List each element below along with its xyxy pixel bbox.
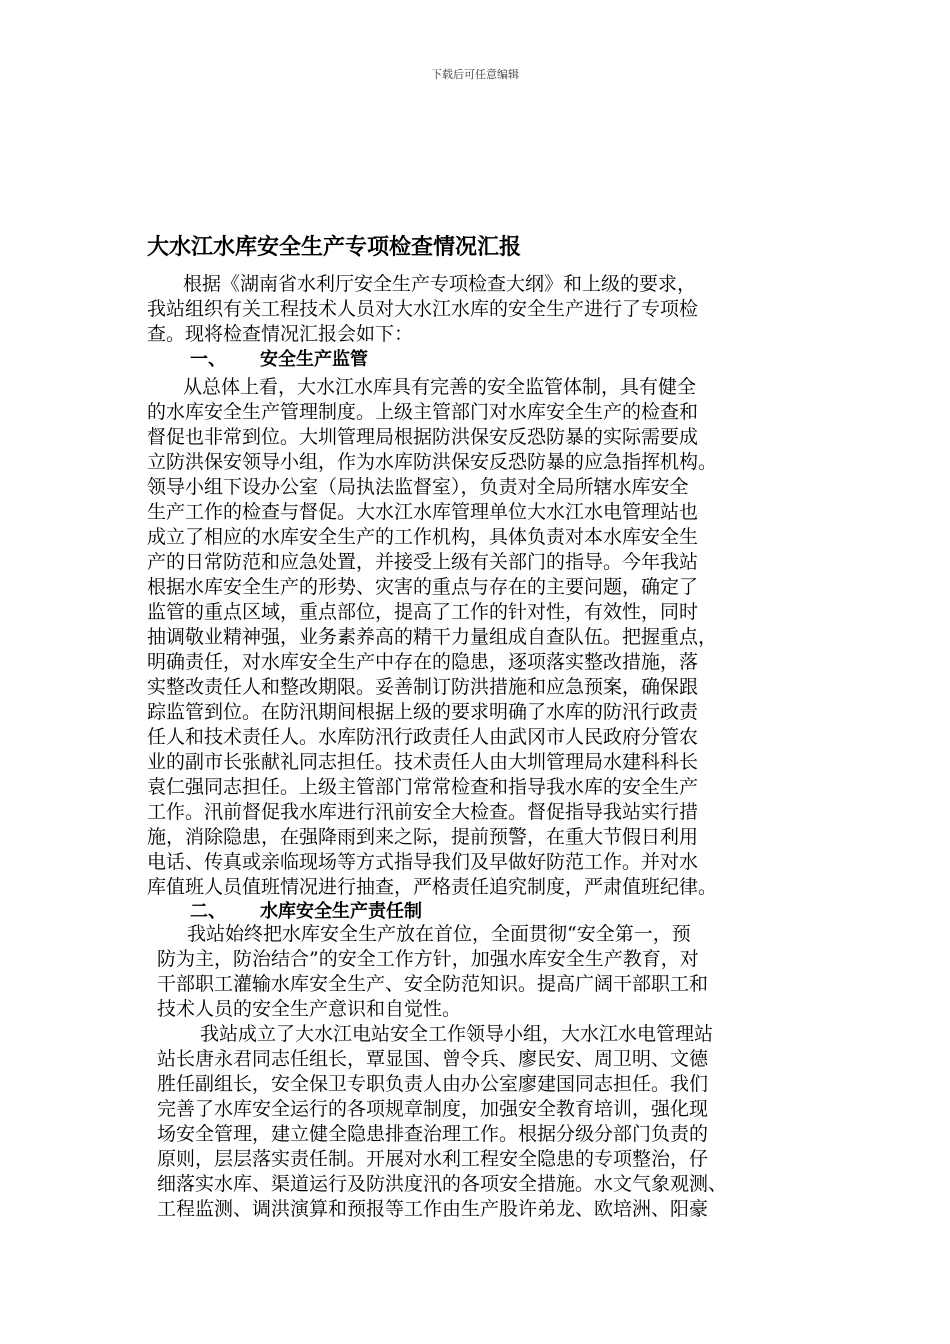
body-line: 监管的重点区域，重点部位，提高了工作的针对性，有效性，同时 [147,601,699,623]
body-line: 我站成立了大水江电站安全工作领导小组，大水江水电管理站 [200,1023,714,1045]
body-line: 工程监测、调洪演算和预报等工作由生产股许弟龙、欧培洲、阳豪 [157,1198,709,1220]
intro-line: 根据《湖南省水利厅安全生产专项检查大纲》和上级的要求， [183,273,697,295]
page-header-note: 下载后可任意编辑 [431,68,519,81]
body-line: 站长唐永君同志任组长，覃显国、曾令兵、廖民安、周卫明、文德 [157,1048,709,1070]
body-line: 袁仁强同志担任。上级主管部门常常检查和指导我水库的安全生产 [147,776,699,798]
body-line: 成立了相应的水库安全生产的工作机构，具体负责对本水库安全生 [147,526,699,548]
body-line: 完善了水库安全运行的各项规章制度，加强安全教育培训，强化现 [157,1098,709,1120]
body-line: 产的日常防范和应急处置，并接受上级有关部门的指导。今年我站 [147,551,699,573]
body-line: 从总体上看，大水江水库具有完善的安全监管体制，具有健全 [183,376,697,398]
body-line: 明确责任，对水库安全生产中存在的隐患，逐项落实整改措施，落 [147,651,699,673]
body-line: 库值班人员值班情况进行抽查，严格责任追究制度，严肃值班纪律。 [147,876,718,898]
body-line: 立防洪保安领导小组，作为水库防洪保安反恐防暴的应急指挥机构。 [147,451,718,473]
body-line: 原则，层层落实责任制。开展对水利工程安全隐患的专项整治，仔 [157,1148,709,1170]
section-heading [190,900,422,924]
body-line: 干部职工灌输水库安全生产、安全防范知识。提高广阔干部职工和 [157,973,709,995]
section-heading [190,348,368,372]
body-line: 督促也非常到位。大圳管理局根据防洪保安反恐防暴的实际需要成 [147,426,699,448]
body-line: 根据水库安全生产的形势、灾害的重点与存在的主要问题，确定了 [147,576,699,598]
body-line: 业的副市长张献礼同志担任。技术责任人由大圳管理局水建科科长 [147,751,699,773]
section-number: 一、 [190,349,226,370]
body-line: 实整改责任人和整改期限。妥善制订防洪措施和应急预案，确保跟 [147,676,699,698]
body-line: 领导小组下设办公室（局执法监督室），负责对全局所辖水库安全 [147,476,689,498]
body-line: 胜任副组长，安全保卫专职负责人由办公室廖建国同志担任。我们 [157,1073,709,1095]
body-line: 施，消除隐患，在强降雨到来之际，提前预警，在重大节假日利用 [147,826,699,848]
body-line: 我站始终把水库安全生产放在首位，全面贯彻“安全第一，预 [187,923,691,945]
section-title: 安全生产监管 [260,349,368,370]
body-line: 电话、传真或亲临现场等方式指导我们及早做好防范工作。并对水 [147,851,699,873]
body-line: 抽调敬业精神强，业务素养高的精干力量组成自查队伍。把握重点， [147,626,718,648]
body-line: 工作。汛前督促我水库进行汛前安全大检查。督促指导我站实行措 [147,801,699,823]
body-line: 防为主，防治结合”的安全工作方针，加强水库安全生产教育，对 [157,948,699,970]
body-line: 场安全管理，建立健全隐患排查治理工作。根据分级分部门负责的 [157,1123,709,1145]
body-line: 技术人员的安全生产意识和自觉性。 [157,998,462,1020]
section-number: 二、 [190,901,226,922]
body-line: 生产工作的检查与督促。大水江水库管理单位大水江水电管理站也 [147,501,699,523]
page-title: 大水江水库安全生产专项检查情况汇报 [147,235,522,260]
body-line: 任人和技术责任人。水库防汛行政责任人由武冈市人民政府分管农 [147,726,699,748]
intro-line: 我站组织有关工程技术人员对大水江水库的安全生产进行了专项检 [147,298,699,320]
intro-line: 查。现将检查情况汇报会如下： [147,323,414,345]
body-line: 细落实水库、渠道运行及防洪度汛的各项安全措施。水文气象观测、 [157,1173,728,1195]
section-title: 水库安全生产责任制 [260,901,422,922]
body-line: 踪监管到位。在防汛期间根据上级的要求明确了水库的防汛行政责 [147,701,699,723]
body-line: 的水库安全生产管理制度。上级主管部门对水库安全生产的检查和 [147,401,699,423]
